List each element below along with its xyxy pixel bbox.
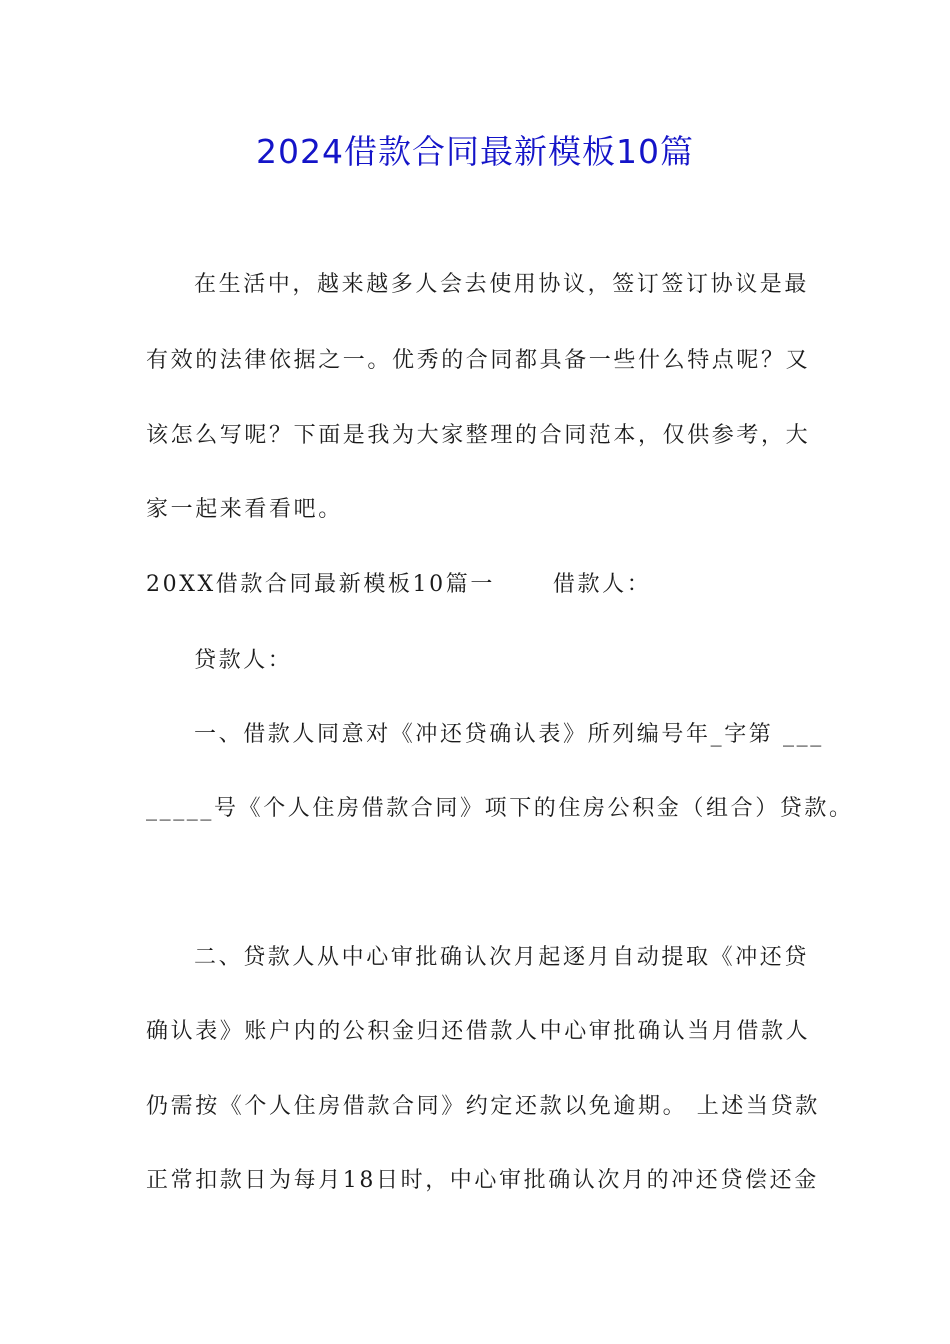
lender-label: 贷款人： xyxy=(194,648,293,673)
clause-two-line-1: 二、贷款人从中心审批确认次月起逐月自动提取《冲还贷 xyxy=(194,945,810,970)
section-heading: 20XX借款合同最新模板10篇一 xyxy=(146,572,495,597)
clause-two-line-2: 确认表》账户内的公积金归还借款人中心审批确认当月借款人 xyxy=(146,1019,811,1044)
intro-line-3: 该怎么写呢？下面是我为大家整理的合同范本，仅供参考，大 xyxy=(146,423,811,448)
clause-two-line-4: 正常扣款日为每月18日时，中心审批确认次月的冲还贷偿还金 xyxy=(146,1168,819,1193)
document-title: 2024借款合同最新模板10篇 xyxy=(256,132,694,171)
intro-line-4: 家一起来看看吧。 xyxy=(146,497,343,522)
intro-line-2: 有效的法律依据之一。优秀的合同都具备一些什么特点呢？又 xyxy=(146,348,811,373)
borrower-label: 借款人： xyxy=(552,572,652,597)
clause-two-line-3: 仍需按《个人住房借款合同》约定还款以免逾期。 上述当贷款 xyxy=(146,1094,820,1119)
section-heading-row xyxy=(146,570,651,600)
intro-line-1: 在生活中，越来越多人会去使用协议，签订签订协议是最 xyxy=(194,272,810,297)
clause-one-line-2: _____号《个人住房借款合同》项下的住房公积金（组合）贷款。 xyxy=(146,796,854,821)
clause-one-line-1: 一、借款人同意对《冲还贷确认表》所列编号年_字第 ___ xyxy=(194,722,824,747)
